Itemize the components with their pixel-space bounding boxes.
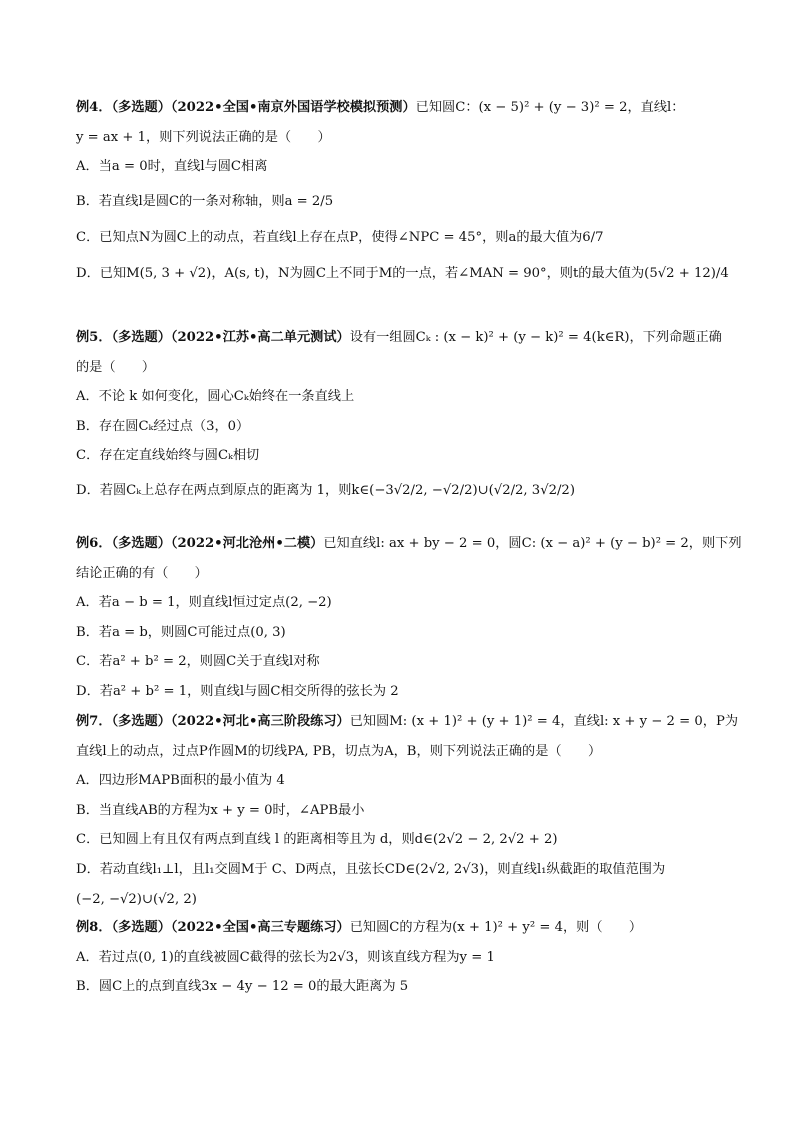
example-7-stem-2: 直线l上的动点，过点P作圆M的切线PA, PB，切点为A，B，则下列说法正确的是（ ） bbox=[76, 743, 602, 759]
example-6-option-b: B．若a = b，则圆C可能过点(0, 3) bbox=[76, 624, 286, 640]
example-7-line-1 bbox=[76, 712, 739, 732]
example-5-option-b: B．存在圆Cₖ经过点（3，0） bbox=[76, 418, 250, 434]
example-4-option-a: A．当a = 0时，直线l与圆C相离 bbox=[76, 159, 268, 175]
example-4-stem-1: 已知圆C：(x − 5)² + (y − 3)² = 2，直线l： bbox=[415, 100, 685, 115]
example-5-stem-1: 设有一组圆Cₖ : (x − k)² + (y − k)² = 4(k∈R)，下列命题正确 bbox=[349, 330, 722, 345]
example-4-line-1 bbox=[76, 98, 726, 118]
example-4 bbox=[76, 98, 729, 295]
example-7-option-b: B．当直线AB的方程为x + y = 0时，∠APB最小 bbox=[76, 802, 365, 818]
example-5-tag: 例5．（多选题）（2022•江苏•高二单元测试） bbox=[76, 330, 350, 345]
example-8-line-1 bbox=[76, 918, 726, 938]
example-6-line-1 bbox=[76, 534, 742, 554]
example-6-tag: 例6．（多选题）（2022•河北沧州•二模） bbox=[76, 536, 324, 551]
example-5-option-a: A．不论 k 如何变化，圆心Cₖ始终在一条直线上 bbox=[76, 389, 355, 405]
example-5-stem-2: 的是（ ） bbox=[76, 359, 156, 375]
example-5-option-d: D．若圆Cₖ上总存在两点到原点的距离为 1，则k∈(−3√2/2, −√2/2)∪(√2/2, 3√2/2) bbox=[76, 482, 575, 498]
example-8-stem-1: 已知圆C的方程为(x + 1)² + y² = 4，则（ ） bbox=[349, 920, 643, 935]
example-7-option-d-cont: (−2, −√2)∪(√2, 2) bbox=[76, 891, 197, 907]
example-6-option-d: D．若a² + b² = 1，则直线l与圆C相交所得的弦长为 2 bbox=[76, 683, 399, 699]
example-7-stem-1: 已知圆M: (x + 1)² + (y + 1)² = 4，直线l: x + y − 2 = 0，P为 bbox=[349, 714, 739, 729]
example-8-tag: 例8．（多选题）（2022•全国•高三专题练习） bbox=[76, 920, 350, 935]
example-4-tag: 例4．（多选题）（2022•全国•南京外国语学校模拟预测） bbox=[76, 100, 416, 115]
example-7 bbox=[76, 712, 739, 919]
example-5 bbox=[76, 328, 726, 512]
example-6-option-c: C．若a² + b² = 2，则圆C关于直线l对称 bbox=[76, 654, 320, 670]
example-8-option-b: B．圆C上的点到直线3x − 4y − 12 = 0的最大距离为 5 bbox=[76, 979, 409, 995]
example-6-stem-1: 已知直线l: ax + by − 2 = 0，圆C: (x − a)² + (y − b)² = 2，则下列 bbox=[323, 536, 742, 551]
example-5-line-1 bbox=[76, 328, 726, 348]
example-4-option-c: C．已知点N为圆C上的动点，若直线l上存在点P，使得∠NPC = 45°，则a的最大值为6/7 bbox=[76, 229, 604, 245]
example-7-option-c: C．已知圆上有且仅有两点到直线 l 的距离相等且为 d，则d∈(2√2 − 2, 2√2 + 2) bbox=[76, 832, 558, 848]
example-6-option-a: A．若a − b = 1，则直线l恒过定点(2, −2) bbox=[76, 595, 332, 611]
example-4-option-b: B．若直线l是圆C的一条对称轴，则a = 2/5 bbox=[76, 193, 334, 209]
example-4-option-d: D．已知M(5, 3 + √2)，A(s, t)，N为圆C上不同于M的一点，若∠MAN = 90°，则t的最大值为(5√2 + 12)/4 bbox=[76, 265, 729, 281]
example-7-tag: 例7．（多选题）（2022•河北•高三阶段练习） bbox=[76, 714, 350, 729]
example-7-option-d: D．若动直线l₁⊥l，且l₁交圆M于 C、D两点，且弦长CD∈(2√2, 2√3)，则直线l₁纵截距的取值范围为 bbox=[76, 861, 666, 877]
example-6-stem-2: 结论正确的有（ ） bbox=[76, 565, 208, 581]
example-4-stem-2: y = ax + 1，则下列说法正确的是（ ） bbox=[76, 129, 331, 145]
example-7-option-a: A．四边形MAPB面积的最小值为 4 bbox=[76, 773, 285, 789]
example-5-option-c: C．存在定直线始终与圆Cₖ相切 bbox=[76, 448, 260, 464]
example-8-option-a: A．若过点(0, 1)的直线被圆C截得的弦长为2√3，则该直线方程为y = 1 bbox=[76, 949, 495, 965]
example-8 bbox=[76, 918, 726, 1007]
example-6 bbox=[76, 534, 742, 712]
